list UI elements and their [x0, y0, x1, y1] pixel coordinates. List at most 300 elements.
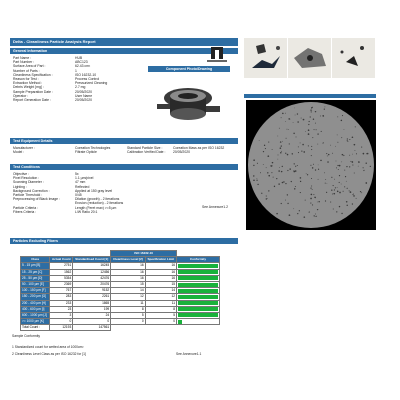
filter-speck [268, 190, 269, 191]
filter-speck [352, 154, 353, 155]
filter-speck [295, 186, 296, 187]
table-cell-cls: 100 - 150 µm [F] [21, 288, 50, 294]
general-info-list [13, 56, 145, 102]
table-cell-lvl: 16 [111, 275, 145, 281]
table-cell-spec: 16 [145, 263, 176, 269]
total-total_actual: 12193 [50, 325, 73, 331]
filter-speck [339, 165, 341, 167]
table-cell-lvl: 8 [111, 306, 145, 312]
conditions-list [13, 172, 175, 214]
filter-speck [338, 169, 339, 170]
particle-thumbnails [244, 38, 376, 78]
filter-speck [339, 206, 340, 207]
filter-speck [300, 181, 301, 182]
filter-speck [317, 133, 318, 134]
filter-speck [287, 129, 288, 130]
filter-speck [253, 165, 254, 166]
filter-speck [341, 213, 342, 214]
filter-speck [279, 128, 280, 129]
filter-speck [276, 178, 277, 179]
table-cell-std: 199 [73, 306, 111, 312]
table-cell-cls: >= 1000 µm [K] [21, 319, 50, 325]
filter-speck [288, 118, 290, 120]
filter-speck [311, 146, 312, 147]
filter-speck [292, 153, 293, 154]
table-cell-lvl: 12 [111, 294, 145, 300]
filter-speck [361, 147, 362, 148]
filter-speck [263, 151, 264, 152]
table-cell-actual: 767 [50, 288, 73, 294]
filter-speck [266, 195, 267, 196]
filter-speck [272, 162, 274, 164]
condition-key: Pixel Resolution : [13, 176, 40, 181]
filter-speck [322, 115, 324, 117]
filter-speck [277, 136, 278, 137]
condition-key: Objective : [13, 172, 30, 176]
filter-speck [363, 167, 364, 168]
filter-speck [308, 124, 309, 125]
filter-speck [337, 135, 338, 136]
filter-speck [285, 153, 286, 154]
general-info-key: Reason for Test : [13, 77, 39, 82]
filter-speck [345, 176, 346, 177]
filter-speck [279, 167, 280, 168]
section-conditions-header: Test Conditions [10, 164, 238, 170]
filter-speck [286, 138, 287, 139]
filter-speck [289, 168, 290, 169]
conformity-bar [178, 270, 218, 274]
filter-speck [337, 165, 338, 166]
component-photo [148, 72, 230, 130]
filter-speck [370, 166, 371, 167]
table-cell-actual: 283 [50, 294, 73, 300]
table-cell-lvl: 11 [111, 300, 145, 306]
filter-speck [276, 213, 278, 215]
filter-speck [300, 192, 301, 193]
filter-speck [277, 159, 278, 160]
table-cell-spec: 11 [145, 300, 176, 306]
filter-speck [321, 131, 322, 132]
table-cell-spec: 16 [145, 269, 176, 275]
filter-speck [272, 165, 273, 166]
condition-value: 5x [75, 172, 79, 176]
general-info-value: User Name [75, 93, 93, 98]
table-cell-std: 24 [73, 312, 111, 318]
filter-speck [311, 111, 312, 112]
filter-speck [270, 165, 271, 166]
filter-speck [354, 172, 355, 173]
filter-speck [273, 177, 274, 178]
filter-speck [256, 180, 257, 181]
conformity-bar [178, 289, 218, 293]
filter-speck [294, 188, 295, 189]
filter-speck [287, 203, 288, 204]
model-value: Filtrate Opticle [75, 150, 97, 155]
filter-speck [324, 172, 325, 173]
table-cell-std: 0 [73, 319, 111, 325]
filter-speck [281, 145, 282, 146]
conformity-bar [178, 295, 218, 299]
condition-key: Lighting : [13, 184, 27, 189]
filter-speck [337, 187, 338, 188]
filter-speck [336, 167, 337, 168]
filter-speck [302, 144, 304, 146]
filter-speck [295, 115, 296, 116]
filter-speck [287, 154, 289, 156]
condition-value: Applied at 150 gray level [75, 188, 113, 193]
filter-speck [316, 129, 317, 130]
general-info-key: Extraction Method : [13, 81, 43, 86]
filter-speck [268, 175, 270, 177]
filter-speck [297, 121, 299, 123]
filter-speck [341, 137, 342, 138]
filter-speck [315, 111, 316, 112]
table-cell-actual: 5354 [50, 275, 73, 281]
filter-speck [346, 188, 347, 189]
filter-speck [343, 191, 344, 192]
std-particle-label: Standard Particle Size : [127, 146, 163, 150]
filter-speck [347, 205, 348, 206]
filter-speck [325, 200, 326, 201]
filter-speck [295, 170, 297, 172]
condition-value: Dilation (growth) - 2 iterations [75, 197, 120, 202]
filter-speck [298, 152, 299, 153]
footnote-2: 2 Cleanliness Level Class as per ISO 16232 for [1] [12, 352, 86, 356]
conformity-bar [178, 276, 218, 280]
filter-speck [282, 113, 284, 115]
filter-speck [264, 145, 265, 146]
filter-speck [281, 151, 282, 152]
particle-image-1 [244, 38, 287, 78]
table-cell-lvl: 5 [111, 312, 145, 318]
filter-speck [339, 182, 340, 183]
filter-speck [347, 188, 348, 189]
table-cell-cls: 600 - 1000 µm [J] [21, 312, 50, 318]
filter-speck [310, 202, 311, 203]
filter-speck [285, 183, 286, 184]
manufacturer-label: Manufacturer : [13, 146, 35, 150]
filter-speck [339, 175, 340, 176]
filter-speck [312, 137, 313, 138]
table-cell-lvl: 16 [111, 263, 145, 269]
conformity-bar [178, 307, 218, 311]
filter-speck [355, 126, 356, 127]
general-info-value: 62.43 cm² [75, 64, 91, 69]
particle-table [20, 250, 220, 331]
filter-speck [339, 192, 341, 194]
filter-speck [267, 172, 268, 173]
filter-speck [253, 159, 255, 161]
filter-speck [293, 133, 294, 134]
filter-speck [294, 163, 295, 164]
general-info-key: Surface Area of Part : [13, 64, 46, 69]
general-info-value: 20/05/2020 [75, 89, 92, 94]
filter-speck [332, 193, 333, 194]
filter-speck [336, 211, 337, 212]
filter-speck [282, 141, 283, 142]
filter-speck [332, 153, 333, 154]
filter-speck [342, 154, 344, 156]
filter-speck [280, 141, 281, 142]
filter-speck [325, 179, 326, 180]
table-header: Standardised Count [1] [73, 257, 111, 263]
table-header: Cleanliness Level [2] [111, 257, 145, 263]
filter-speck [308, 145, 309, 146]
filter-speck [327, 161, 329, 163]
filter-speck [354, 144, 356, 146]
filter-speck [324, 109, 325, 110]
table-cell-actual: 2751 [50, 263, 73, 269]
table-cell-std: 12456 [73, 269, 111, 275]
filter-speck [259, 140, 260, 141]
filter-speck [349, 155, 350, 156]
filter-speck [287, 170, 288, 171]
filter-speck [325, 183, 326, 184]
filter-speck [318, 201, 319, 202]
general-info-key: Debris Weight [mg] : [13, 85, 44, 90]
filter-speck [352, 194, 353, 195]
filter-speck [312, 189, 313, 190]
filter-speck [361, 192, 362, 193]
condition-value: 0/45 [75, 193, 82, 198]
filter-speck [347, 140, 348, 141]
filter-speck [352, 136, 354, 138]
filter-speck [278, 170, 280, 172]
filter-speck [266, 167, 267, 168]
table-cell-actual: 233 [50, 300, 73, 306]
sample-conformity: Sample Conformity [12, 334, 41, 338]
filter-speck [311, 149, 312, 150]
filter-speck [310, 165, 311, 166]
table-cell-std: 16245 [73, 263, 111, 269]
filter-speck [305, 131, 306, 132]
general-info-value: 20/05/2020 [75, 98, 92, 103]
conformity-bar [178, 313, 218, 317]
general-info-row [13, 98, 145, 102]
filter-speck [350, 191, 352, 193]
filter-speck [346, 181, 347, 182]
table-cell-spec: 5 [145, 312, 176, 318]
conformity-bar [178, 264, 218, 268]
filter-speck [350, 161, 351, 162]
filter-speck [305, 200, 306, 201]
filter-speck [323, 142, 324, 143]
filter-speck [297, 113, 298, 114]
filter-speck [320, 160, 322, 162]
filter-speck [365, 182, 367, 184]
filter-speck [312, 204, 313, 205]
table-cell-cls: 50 - 100 µm [E] [21, 281, 50, 287]
filter-speck [283, 181, 284, 182]
filter-speck [326, 153, 327, 154]
filter-speck [311, 194, 313, 196]
filter-speck [330, 201, 331, 202]
particle-image-2 [288, 38, 331, 78]
table-cell-lvl: 16 [111, 269, 145, 275]
general-info-key: Part Name : [13, 56, 32, 60]
filter-speck [293, 122, 294, 123]
filter-speck [341, 161, 342, 162]
filter-speck [278, 155, 279, 156]
filter-speck [353, 195, 355, 197]
table-cell-lvl: 15 [111, 281, 145, 287]
general-info-key: Operator : [13, 93, 29, 98]
table-cell-spec: 12 [145, 294, 176, 300]
condition-key: Background Correction : [13, 188, 50, 193]
filter-speck [253, 179, 255, 181]
filter-speck [347, 141, 348, 142]
filter-speck [288, 129, 289, 130]
filter-speck [325, 106, 326, 107]
filter-speck [366, 162, 367, 163]
table-header: Specification Limit [145, 257, 176, 263]
filter-speck [335, 187, 336, 188]
filter-speck [328, 154, 329, 155]
filter-speck [358, 166, 359, 167]
filter-speck [337, 142, 338, 143]
table-cell-cls: 25 - 50 µm [D] [21, 275, 50, 281]
table-cell-actual: 23 [50, 306, 73, 312]
condition-row [13, 210, 175, 214]
filter-speck [281, 117, 282, 118]
condition-value: Reflected [75, 184, 90, 189]
table-cell-std: 20476 [73, 281, 111, 287]
filter-speck [267, 155, 269, 157]
filter-speck [363, 153, 365, 155]
general-info-key: Part Number : [13, 60, 35, 65]
filter-speck [281, 171, 282, 172]
filter-speck [311, 178, 312, 179]
filter-speck [307, 174, 308, 175]
filter-speck [356, 198, 357, 199]
filter-speck [253, 175, 254, 176]
general-info-key: Sample Preparation Date : [13, 89, 53, 94]
filter-speck [341, 184, 342, 185]
general-info-value: HUB [75, 56, 83, 60]
table-cell-spec: 8 [145, 306, 176, 312]
filter-speck [344, 186, 345, 187]
filter-speck [317, 144, 318, 145]
filter-speck [314, 129, 315, 130]
filter-speck [289, 214, 291, 216]
filter-speck [309, 121, 310, 122]
filter-speck [310, 198, 312, 200]
table-header: Conformity [177, 257, 220, 263]
filter-speck [360, 191, 361, 192]
annexure-note-2: See Annexure1.1 [176, 352, 202, 356]
filter-speck [333, 193, 335, 195]
filter-speck [331, 177, 332, 178]
filter-speck [301, 151, 302, 152]
filter-speck [366, 153, 367, 154]
filter-speck [299, 210, 300, 211]
table-cell-cls: 200 - 400 µm [H] [21, 300, 50, 306]
total-total_std: 147561 [73, 325, 111, 331]
report-title: Delta - Cleanliness Particle Analysis Report [10, 38, 238, 46]
filter-speck [311, 185, 312, 186]
filter-speck [297, 165, 298, 166]
filter-speck [316, 216, 317, 217]
filter-speck [334, 179, 335, 180]
filter-speck [310, 109, 311, 110]
filter-speck [346, 201, 348, 203]
filter-speck [337, 116, 338, 117]
spec-header: ISO 16232-10 [111, 251, 177, 257]
filter-speck [303, 119, 305, 121]
calibration-value: 20/05/2020 [173, 150, 190, 155]
filter-speck [304, 216, 306, 218]
filter-speck [364, 170, 365, 171]
component-photo-header: Component Photo/Drawing [148, 66, 230, 72]
section-particles-header: Particles Excluding Fibers [10, 238, 238, 244]
filter-speck [337, 191, 339, 193]
filter-speck [257, 184, 258, 185]
general-info-key: Number of Parts : [13, 68, 40, 73]
filter-speck [301, 118, 302, 119]
filter-speck [333, 185, 334, 186]
filter-speck [315, 169, 316, 170]
filter-speck [317, 209, 318, 210]
table-cell-actual: 1562 [50, 269, 73, 275]
filter-speck [318, 165, 319, 166]
filter-speck [334, 189, 335, 190]
annexure-note: See Annexure1.2 [202, 205, 229, 209]
condition-key: Scanning Diameter : [13, 180, 44, 185]
table-cell-spec: 0 [145, 319, 176, 325]
general-info-value: 2.7 mg [75, 85, 86, 90]
filter-speck [315, 197, 316, 198]
filter-speck [318, 169, 319, 170]
table-cell-lvl: 0 [111, 319, 145, 325]
filter-speck [282, 166, 283, 167]
company-logo [205, 46, 229, 64]
filter-speck [294, 108, 295, 109]
table-cell-actual: 2369 [50, 281, 73, 287]
general-info-value: 1 [75, 68, 77, 73]
filter-speck [359, 162, 360, 163]
filter-speck [315, 216, 316, 217]
filter-speck [313, 194, 314, 195]
filter-speck [347, 138, 348, 139]
condition-key: Fibers Criteria : [13, 209, 37, 214]
table-cell-cls: 5 - 15 µm [B] [21, 263, 50, 269]
table-cell-spec: 15 [145, 281, 176, 287]
filter-speck [274, 186, 275, 187]
filter-speck [282, 182, 284, 184]
particle-image-3 [332, 38, 375, 78]
general-info-key: Cleanliness Specification : [13, 72, 53, 77]
condition-value: 47 mm [75, 180, 86, 185]
filter-speck [313, 164, 314, 165]
filter-speck [315, 214, 316, 215]
table-cell-std: 42476 [73, 275, 111, 281]
section-equipment-header: Test Equipment Details [10, 138, 238, 144]
filter-speck [266, 198, 267, 199]
filter-speck [263, 164, 264, 165]
table-cell-std: 1865 [73, 300, 111, 306]
section-general-header: General Information [10, 48, 238, 54]
table-cell-std: 2261 [73, 294, 111, 300]
filter-speck [285, 113, 286, 114]
filter-speck [342, 115, 343, 116]
model-label: Model : [13, 150, 25, 155]
filter-speck [315, 123, 316, 124]
table-cell-lvl: 14 [111, 288, 145, 294]
calibration-label: Calibration Verified Date : [127, 150, 166, 155]
table-header: Actual Count [50, 257, 73, 263]
filter-speck [308, 129, 310, 131]
total-total_label: Total Count : [21, 325, 50, 331]
